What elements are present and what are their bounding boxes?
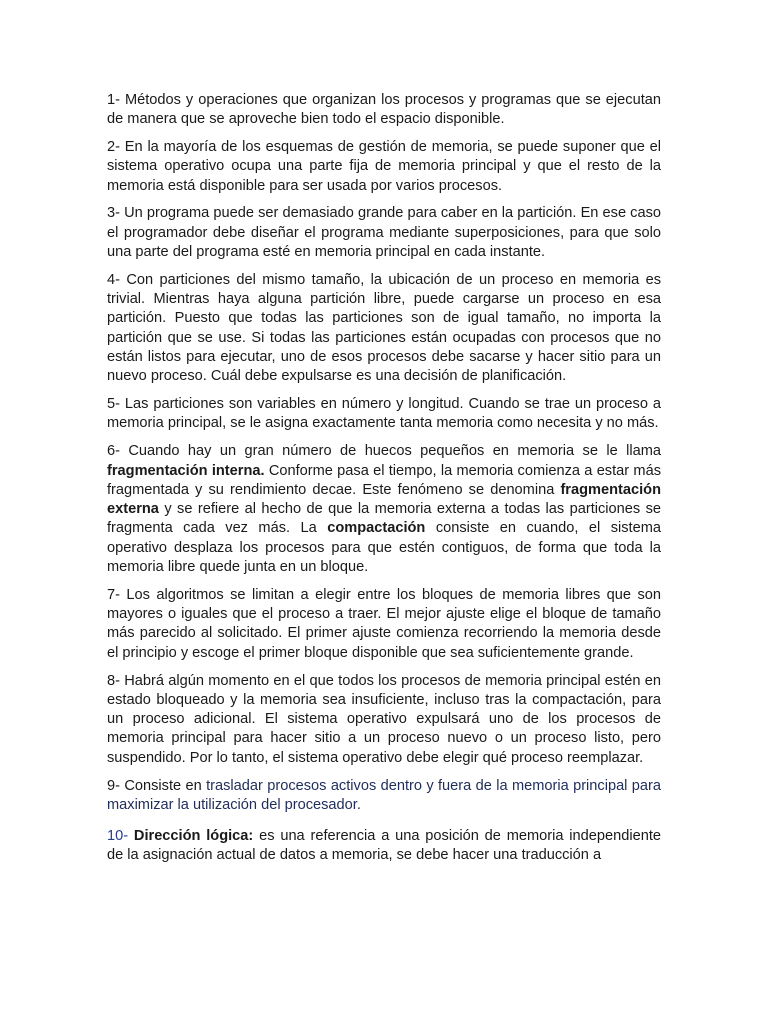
paragraph-7: 7- Los algoritmos se limitan a elegir entre los bloques de memoria libres que son mayores o iguales que el proceso a traer. El mejor ajuste elige el bloque de tamaño más parecido al solicitado. El primer ajuste comienza recorriendo la memoria desde el principio y escoge el primer bloque disponible que sea suficientemente grande. xyxy=(107,586,661,661)
p6-text-4: consiste en cuando, el sistema operativo desplaza los procesos para que estén contiguos, de forma que toda la memoria libre quede junta en un bloque. xyxy=(107,520,661,576)
paragraph-6 xyxy=(107,442,661,577)
paragraph-9 xyxy=(107,777,661,816)
p6-text-2: Conforme pasa el tiempo, la memoria comienza a estar más fragmentada y su rendimiento decae. Este fenómeno se denomina xyxy=(107,462,661,498)
paragraph-5: 5- Las particiones son variables en número y longitud. Cuando se trae un proceso a memoria principal, se le asigna exactamente tanta memoria como necesita y no más. xyxy=(107,396,661,432)
p6-text-3: y se refiere al hecho de que la memoria externa a todas las particiones se fragmenta cada vez más. La xyxy=(107,501,661,537)
term-fragmentacion-interna: fragmentación interna. xyxy=(107,462,265,479)
p9-text-1: 9- Consiste en xyxy=(107,777,207,794)
term-compactacion: compactación xyxy=(327,520,426,537)
paragraph-1: 1- Métodos y operaciones que organizan los procesos y programas que se ejecutan de manera que se aproveche bien todo el espacio disponible. xyxy=(107,92,661,128)
document-body xyxy=(107,91,661,874)
paragraph-8: 8- Habrá algún momento en el que todos los procesos de memoria principal estén en estado bloqueado y la memoria sea insuficiente, incluso tras la compactación, para un proceso adicional. El sistema operativo expulsará uno de los procesos de memoria principal para hacer sitio a un proceso nuevo o un proceso listo, pero suspendido. Por lo tanto, el sistema operativo debe elegir qué proceso reemplazar. xyxy=(107,672,661,766)
p9-highlight-text: trasladar procesos activos dentro y fuera de la memoria principal para maximizar la utilización del procesador. xyxy=(107,777,661,813)
paragraph-3: 3- Un programa puede ser demasiado grande para caber en la partición. En ese caso el programador debe diseñar el programa mediante superposiciones, para que solo una parte del programa esté en memoria principal en cada instante. xyxy=(107,205,661,261)
p10-text-1: es una referencia a una posición de memoria independiente de la asignación actual de datos a memoria, se debe hacer una traducción a xyxy=(107,828,662,864)
paragraph-4: 4- Con particiones del mismo tamaño, la ubicación de un proceso en memoria es trivial. Mientras haya alguna partición libre, puede cargarse un proceso en esa partición. Puesto que todas las particiones son de igual tamaño, no importa la partición que se use. Si todas las particiones están ocupadas con procesos que no están listos para ejecutar, uno de esos procesos debe sacarse y hacer sitio para un nuevo proceso. Cuál debe expulsarse es una decisión de planificación. xyxy=(107,271,661,385)
paragraph-2: 2- En la mayoría de los esquemas de gestión de memoria, se puede suponer que el sistema operativo ocupa una parte fija de memoria principal y que el resto de la memoria está disponible para ser usada por varios procesos. xyxy=(107,139,661,194)
p6-text-1: 6- Cuando hay un gran número de huecos pequeños en memoria se le llama xyxy=(107,443,661,460)
p10-number: 10- xyxy=(107,828,134,845)
term-direccion-logica: Dirección lógica: xyxy=(133,828,254,845)
term-fragmentacion-externa: fragmentación externa xyxy=(107,481,661,518)
paragraph-10 xyxy=(107,827,661,866)
